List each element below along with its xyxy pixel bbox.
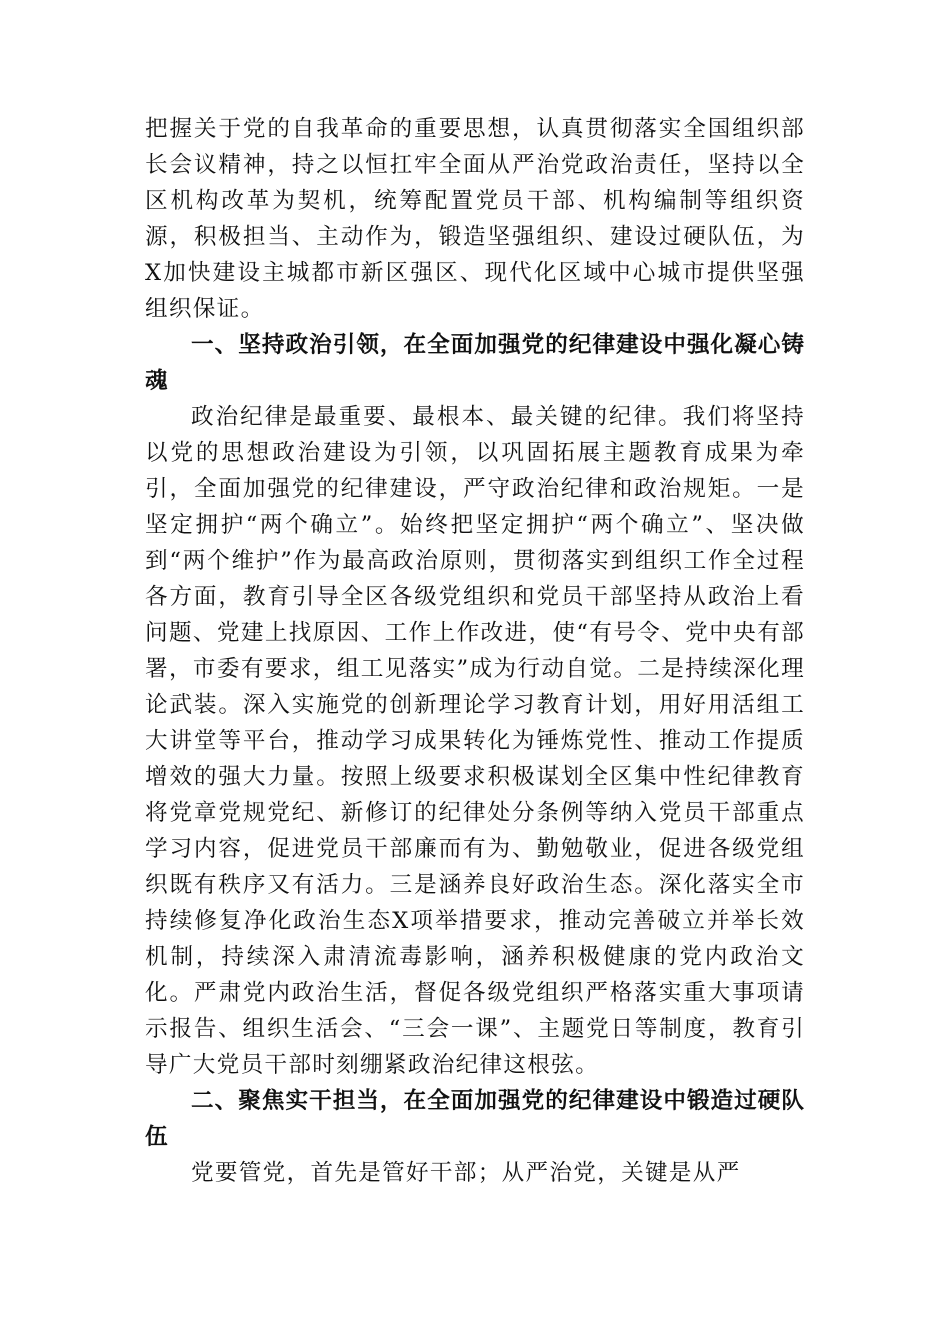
section-heading-2: 二、聚焦实干担当，在全面加强党的纪律建设中锻造过硬队伍 <box>145 1088 805 1150</box>
document-page <box>145 111 805 1191</box>
section-1-body: 政治纪律是最重要、最根本、最关键的纪律。我们将坚持以党的思想政治建设为引领，以巩固拓展主题教育成果为牵引，全面加强党的纪律建设，严守政治纪律和政治规矩。一是坚定拥护“两个确立”。始终把坚定拥护“两个确立”、坚决做到“两个维护”作为最高政治原则，贯彻落实到组织工作全过程各方面，教育引导全区各级党组织和党员干部坚持从政治上看问题、党建上找原因、工作上作改进，使“有号令、党中央有部署，市委有要求，组工见落实”成为行动自觉。二是持续深化理论武装。深入实施党的创新理论学习教育计划，用好用活组工大讲堂等平台，推动学习成果转化为锤炼党性、推动工作提质增效的强大力量。按照上级要求积极谋划全区集中性纪律教育将党章党规党纪、新修订的纪律处分条例等纳入党员干部重点学习内容，促进党员干部廉而有为、勤勉敬业，促进各级党组织既有秩序又有活力。三是涵养良好政治生态。深化落实全市持续修复净化政治生态X项举措要求，推动完善破立并举长效机制，持续深入肃清流毒影响，涵养积极健康的党内政治文化。严肃党内政治生活，督促各级党组织严格落实重大事项请示报告、组织生活会、“三会一课”、主题党日等制度，教育引导广大党员干部时刻绷紧政治纪律这根弦。 <box>145 404 805 1078</box>
intro-paragraph: 把握关于党的自我革命的重要思想，认真贯彻落实全国组织部长会议精神，持之以恒扛牢全面从严治党政治责任，坚持以全区机构改革为契机，统筹配置党员干部、机构编制等组织资源，积极担当、主动作为，锻造坚强组织、建设过硬队伍，为X加快建设主城都市新区强区、现代化区域中心城市提供坚强组织保证。 <box>145 116 805 322</box>
section-heading-1: 一、坚持政治引领，在全面加强党的纪律建设中强化凝心铸魂 <box>145 332 805 394</box>
section-2-body: 党要管党，首先是管好干部；从严治党，关键是从严 <box>191 1160 741 1186</box>
